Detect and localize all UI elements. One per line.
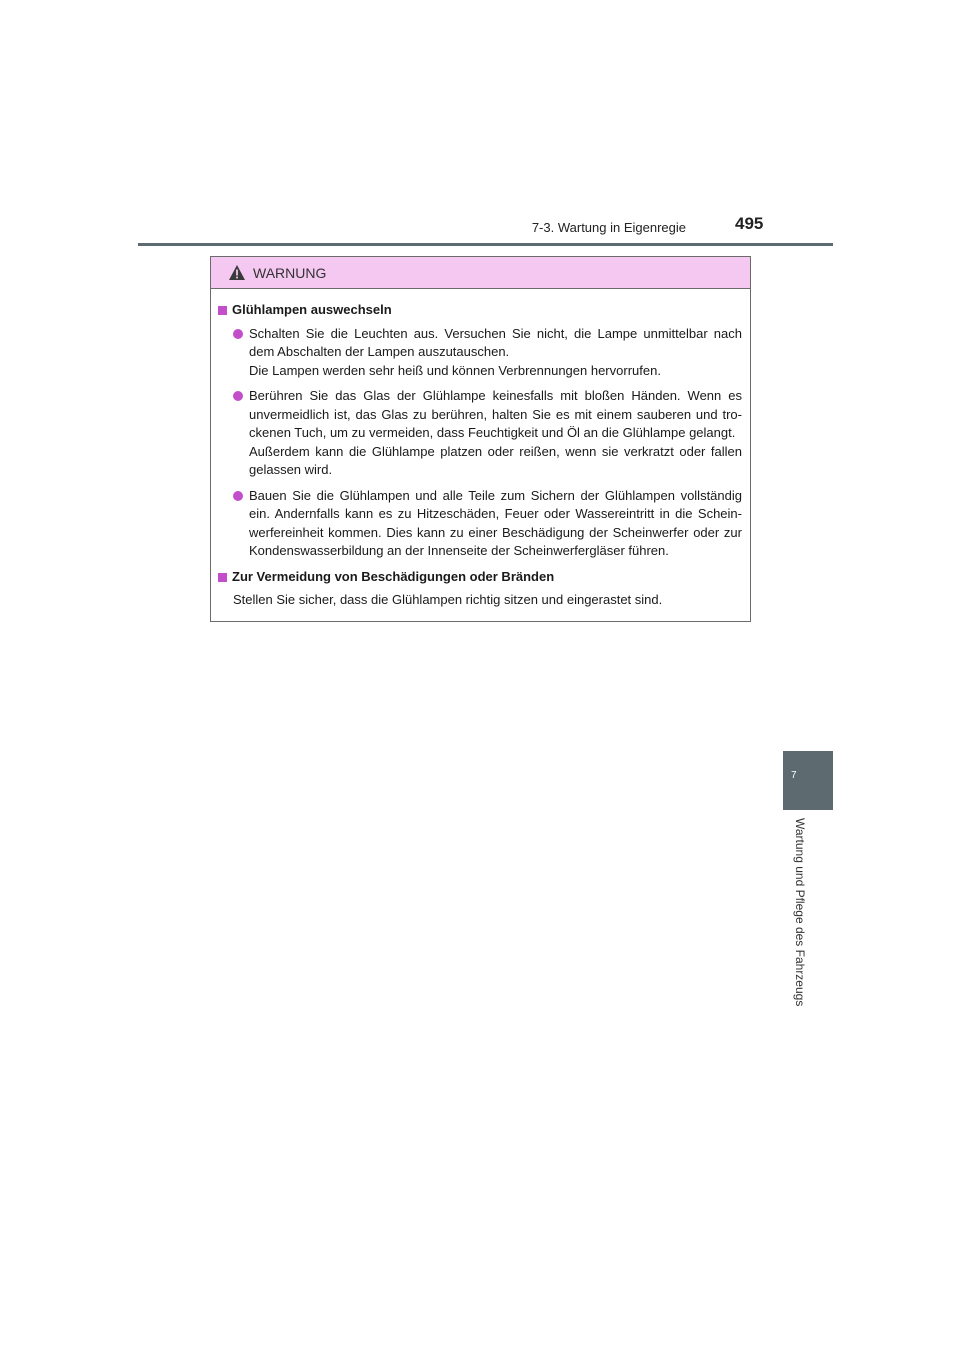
chapter-number: 7	[791, 770, 797, 781]
section-title-text: Glühlampen auswechseln	[232, 302, 392, 317]
header-divider	[138, 243, 833, 246]
chapter-tab	[783, 751, 833, 810]
warning-title: WARNUNG	[253, 264, 327, 281]
section-title	[217, 568, 742, 587]
warning-box	[210, 256, 751, 622]
paragraph: Schalten Sie die Leuchten aus. Versuchen Sie nicht, die Lampe unmittelbar nach dem Abschalten der Lampen auszutauschen.	[249, 325, 742, 359]
square-bullet-icon	[218, 306, 227, 315]
paragraph: Die Lampen werden sehr heiß und können Verbrennungen hervorrufen.	[249, 362, 661, 378]
chapter-title: Wartung und Pflege des Fahrzeugs	[793, 818, 807, 1007]
paragraph: Außerdem kann die Glühlampe platzen oder reißen, wenn sie verkratzt oder fallen gelassen wird.	[249, 443, 742, 477]
section-heading: 7-3. Wartung in Eigenregie	[531, 220, 686, 235]
square-bullet-icon	[218, 573, 227, 582]
list-item	[217, 325, 742, 381]
list-item	[217, 387, 742, 480]
section-title-text: Zur Vermeidung von Beschädigungen oder Bränden	[232, 568, 555, 584]
warning-triangle-icon	[228, 264, 246, 281]
list-item	[217, 487, 742, 561]
round-bullet-icon	[233, 491, 243, 501]
warning-header	[211, 257, 750, 289]
paragraph: Stellen Sie sicher, dass die Glühlampen richtig sitzen und eingerastet sind.	[233, 592, 663, 607]
round-bullet-icon	[233, 329, 243, 339]
round-bullet-icon	[233, 391, 243, 401]
paragraph: Bauen Sie die Glühlampen und alle Teile zum Sichern der Glühlampen vollständig ein. Andernfalls kann es zu Hitzeschäden, Feuer oder Wassereintritt in die Scheinwerfereinheit kommen. Dies kann zu einer Beschädigung der Scheinwerfer oder zur Kondenswasserbildung an der Innenseite der Scheinwerfergläser führen.	[249, 487, 742, 558]
paragraph: Berühren Sie das Glas der Glühlampe keinesfalls mit bloßen Händen. Wenn es unvermeidlich ist, das Glas zu berühren, halten Sie es mit einem sauberen und trockenen Tuch, um zu vermeiden, dass Feuchtigkeit und Öl an die Glühlampe gelangt.	[249, 388, 742, 440]
page-number: 495	[735, 214, 764, 233]
warning-body	[211, 289, 750, 610]
section-title	[217, 301, 742, 320]
